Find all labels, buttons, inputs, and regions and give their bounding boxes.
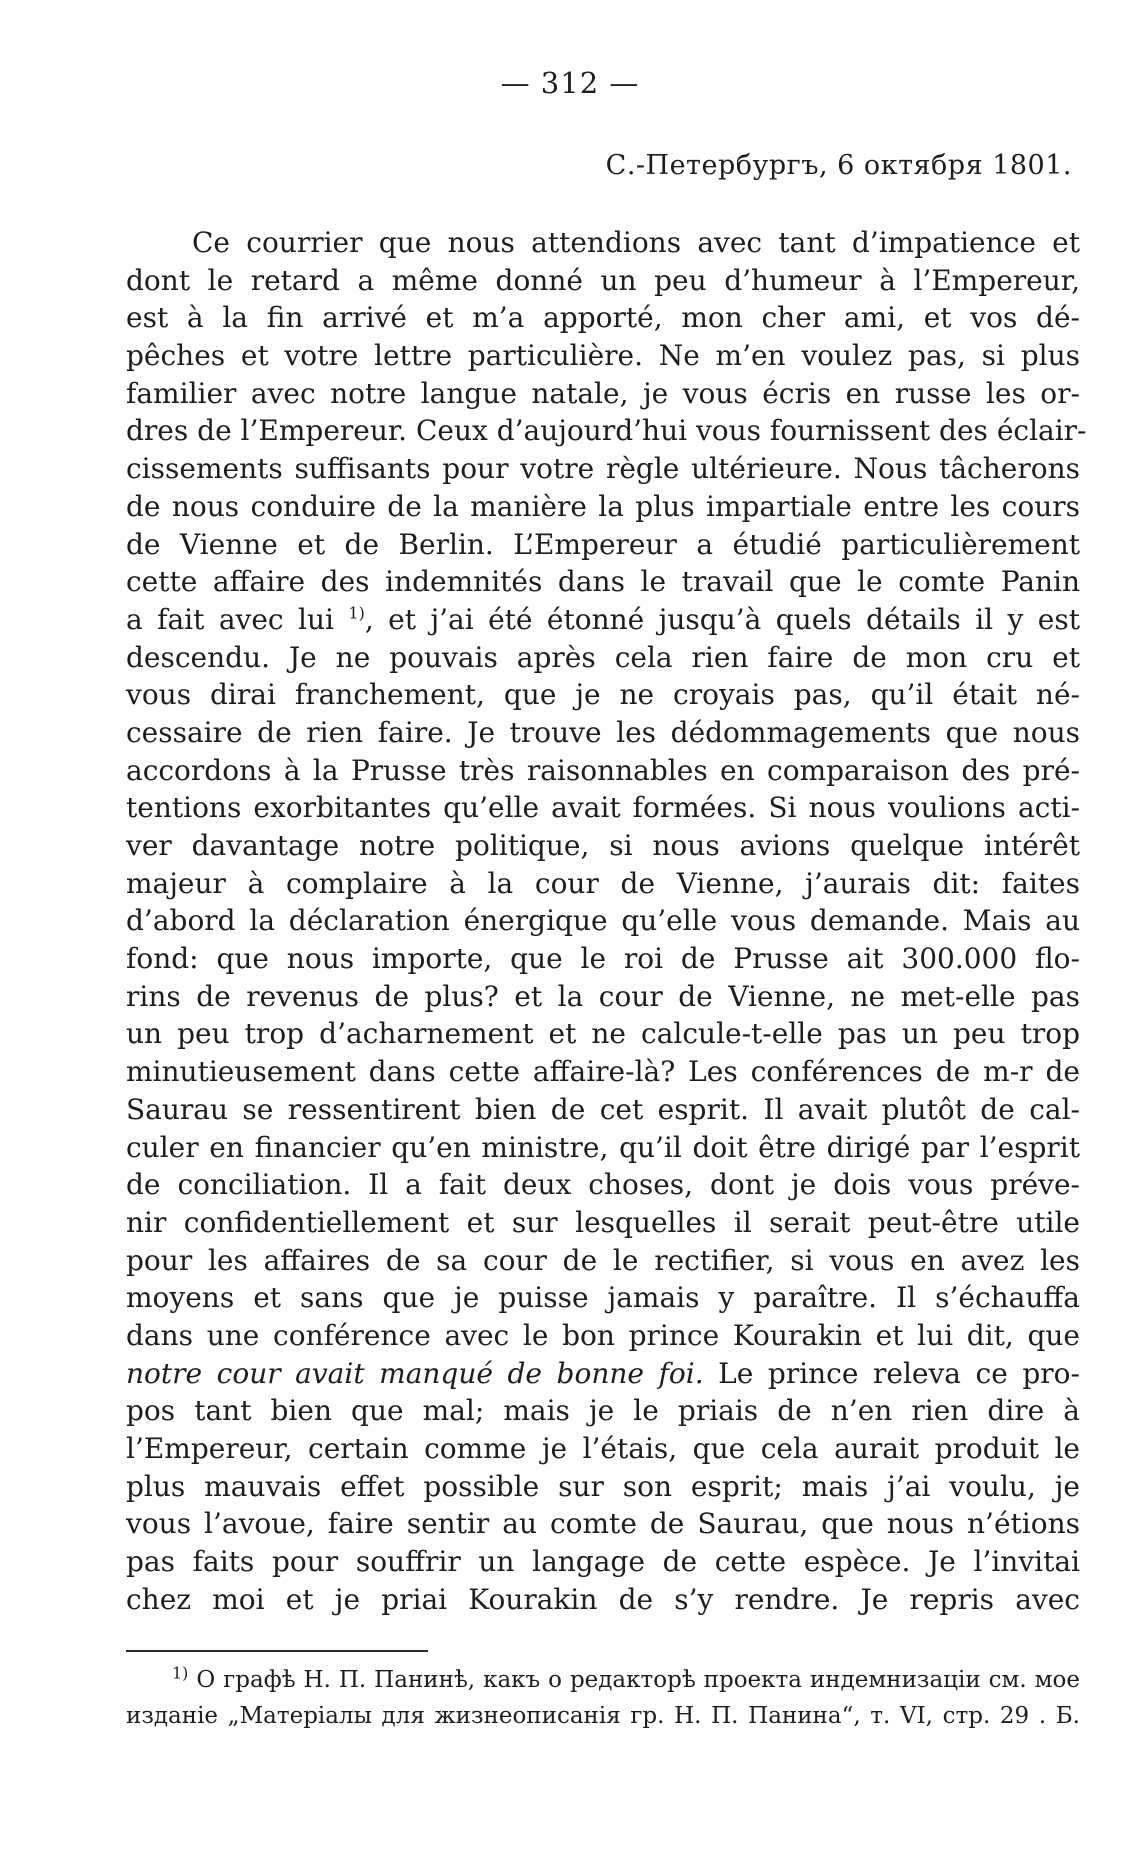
body-line: un peu trop d’acharnement et ne calcule-t-elle pas un peu trop xyxy=(126,1017,1080,1051)
body-line: d’abord la déclaration énergique qu’elle vous demande. Mais au xyxy=(126,904,1080,938)
footnote-line: изданіе „Матеріалы для жизнеописанія гр. Н. П. Панина“, т. VI, стр. 29 . Б. xyxy=(126,1703,1080,1729)
body-line xyxy=(126,1355,1080,1393)
page-number: — 312 — xyxy=(500,66,640,100)
body-line: majeur à complaire à la cour de Vienne, j’aurais dit: faites xyxy=(126,866,1080,900)
body-line: vous dirai franchement, que je ne croyais pas, qu’il était né- xyxy=(126,678,1080,712)
body-line-head: a fait avec lui xyxy=(126,602,334,636)
body-line: rins de revenus de plus? et la cour de Vienne, ne met-elle pas xyxy=(126,979,1080,1013)
body-line: culer en financier qu’en ministre, qu’il doit être dirigé par l’esprit xyxy=(126,1130,1080,1164)
body-line: de nous conduire de la manière la plus impartiale entre les cours xyxy=(126,489,1080,523)
body-line: tentions exorbitantes qu’elle avait formées. Si nous voulions acti- xyxy=(126,791,1080,825)
body-line: de Vienne et de Berlin. L’Empereur a étudié particulièrement xyxy=(126,527,1080,561)
body-line: cette affaire des indemnités dans le travail que le comte Panin xyxy=(126,565,1080,599)
body-line: l’Empereur, certain comme je l’étais, que cela aurait produit le xyxy=(126,1432,1080,1465)
body-line: est à la fin arrivé et m’a apporté, mon cher ami, et vos dé- xyxy=(126,301,1080,335)
body-line: nir confidentiellement et sur lesquelles il serait peut-être utile xyxy=(126,1205,1080,1239)
footnote-text: О графѣ Н. П. Панинѣ, какъ о редакторѣ проекта индемнизаціи см. мое xyxy=(196,1667,1080,1693)
italic-quote: notre cour avait manqué de bonne foi. xyxy=(126,1356,704,1390)
body-line: chez moi et je priai Kourakin de s’y rendre. Je repris avec xyxy=(126,1582,1080,1616)
footnote-divider xyxy=(126,1650,428,1652)
footnote-reference: 1) xyxy=(348,603,365,623)
body-line: pas faits pour souffrir un langage de cette espèce. Je l’invitai xyxy=(126,1545,1080,1579)
body-line xyxy=(126,601,1080,639)
body-line-tail: , et j’ai été étonné jusqu’à quels détails il y est xyxy=(364,602,1080,636)
body-line: minutieusement dans cette affaire-là? Les conférences de m-r de xyxy=(126,1055,1080,1089)
body-line: moyens et sans que je puisse jamais y paraître. Il s’échauffa xyxy=(126,1281,1080,1315)
body-line: dans une conférence avec le bon prince Kourakin et lui dit, que xyxy=(126,1318,1080,1352)
body-line: accordons à la Prusse très raisonnables en comparaison des pré- xyxy=(126,753,1080,787)
body-line: pour les affaires de sa cour de le rectifier, si vous en avez les xyxy=(126,1243,1080,1277)
footnote-line xyxy=(126,1662,1080,1698)
body-line-tail: Le prince releva ce pro- xyxy=(703,1356,1080,1390)
body-line: ver davantage notre politique, si nous avions quelque intérêt xyxy=(126,829,1080,862)
body-line: pêches et votre lettre particulière. Ne m’en voulez pas, si plus xyxy=(126,339,1080,373)
letter-body xyxy=(126,224,1087,1618)
body-line: Ce courrier que nous attendions avec tant d’impatience et xyxy=(192,226,1080,259)
body-line: cessaire de rien faire. Je trouve les dédommagements que nous xyxy=(126,715,1080,749)
body-line: cissements suffisants pour votre règle ultérieure. Nous tâcherons xyxy=(126,452,1080,486)
body-line: descendu. Je ne pouvais après cela rien faire de mon cru et xyxy=(126,640,1080,674)
body-line: de conciliation. Il a fait deux choses, dont je dois vous préve- xyxy=(126,1168,1080,1202)
body-line: dont le retard a même donné un peu d’humeur à l’Empereur, xyxy=(126,263,1080,297)
body-line: vous l’avoue, faire sentir au comte de Saurau, que nous n’étions xyxy=(126,1507,1080,1541)
footnote-marker: 1) xyxy=(172,1663,189,1683)
body-line: dres de l’Empereur. Ceux d’aujourd’hui vous fournissent des éclair- xyxy=(126,414,1087,448)
dateline: С.-Петербургъ, 6 октября 1801. xyxy=(605,150,1072,181)
body-line: fond: que nous importe, que le roi de Prusse ait 300.000 flo- xyxy=(126,942,1080,976)
body-line: pos tant bien que mal; mais je le priais de n’en rien dire à xyxy=(126,1394,1080,1428)
body-line: Saurau se ressentirent bien de cet esprit. Il avait plutôt de cal- xyxy=(126,1092,1080,1126)
footnote xyxy=(126,1662,1080,1734)
body-line: plus mauvais effet possible sur son esprit; mais j’ai voulu, je xyxy=(126,1469,1080,1503)
body-line: familier avec notre langue natale, je vous écris en russe les or- xyxy=(126,376,1080,410)
